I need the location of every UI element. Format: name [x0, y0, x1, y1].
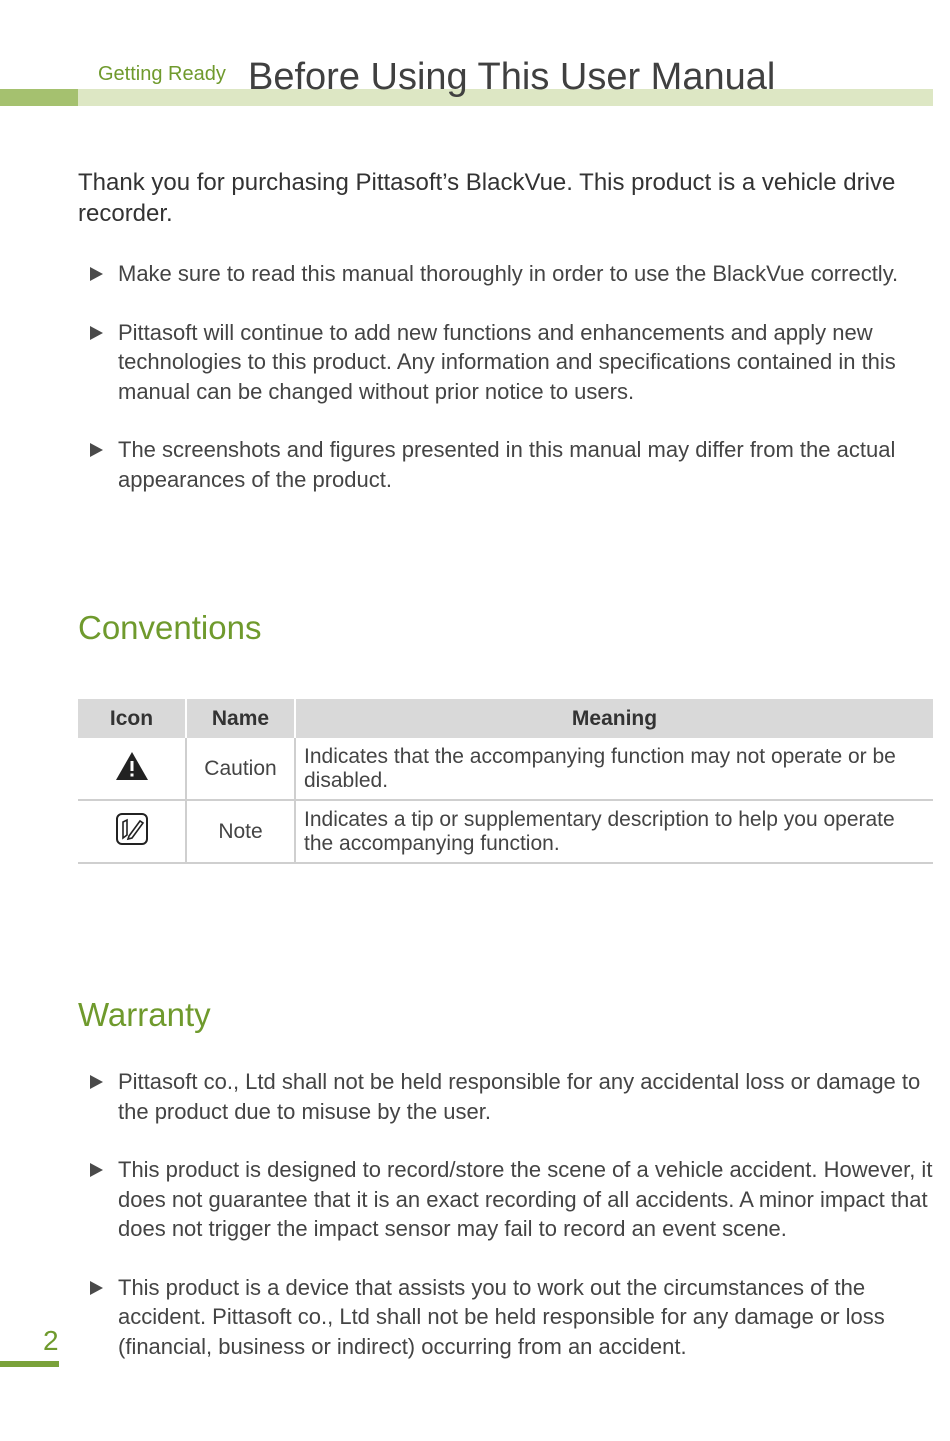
column-header-meaning: Meaning [295, 699, 933, 738]
list-item-text: The screenshots and figures presented in this manual may differ from the actual appearances of the product. [118, 437, 896, 492]
list-item [78, 1273, 938, 1362]
table-row [78, 738, 933, 800]
icon-cell [78, 800, 186, 863]
icon-cell [78, 738, 186, 800]
list-item-text: Pittasoft will continue to add new functions and enhancements and apply new technologies to this product. Any information and specifications contained in this manual can be changed without prior notice to users. [118, 319, 896, 404]
column-header-name: Name [186, 699, 295, 738]
meaning-cell: Indicates a tip or supplementary description to help you operate the accompanying function. [295, 800, 933, 863]
page-number-bar [0, 1361, 59, 1367]
name-cell: Note [186, 800, 295, 863]
list-item-text: This product is a device that assists you to work out the circumstances of the accident. Pittasoft co., Ltd shall not be held responsible for any damage or loss (financial, business or indirect) occurring from an accident. [118, 1274, 885, 1359]
note-icon [115, 812, 149, 846]
conventions-table [78, 699, 933, 864]
bullet-arrow-icon [90, 326, 103, 340]
page-number: 2 [43, 1325, 59, 1356]
intro-paragraph: Thank you for purchasing Pittasoft’s BlackVue. This product is a vehicle drive recorder. [78, 169, 896, 227]
list-item-text: Pittasoft co., Ltd shall not be held responsible for any accidental loss or damage to the product due to misuse by the user. [118, 1069, 921, 1124]
bullet-arrow-icon [90, 1075, 103, 1089]
warranty-heading: Warranty [78, 996, 211, 1033]
list-item [78, 1067, 938, 1126]
table-header-row [78, 699, 933, 738]
caution-icon [115, 751, 149, 781]
name-cell: Caution [186, 738, 295, 800]
meaning-cell: Indicates that the accompanying function may not operate or be disabled. [295, 738, 933, 800]
table-row [78, 800, 933, 863]
bullet-arrow-icon [90, 267, 103, 281]
list-item-text: This product is designed to record/store the scene of a vehicle accident. However, it does not guarantee that it is an exact recording of all accidents. A minor impact that does not trigger the impact sensor may fail to record an event scene. [118, 1157, 933, 1241]
list-item [78, 1155, 938, 1244]
intro-bullet-list [78, 259, 938, 523]
bullet-arrow-icon [90, 1281, 103, 1295]
bullet-arrow-icon [90, 1163, 103, 1177]
conventions-heading: Conventions [78, 609, 262, 646]
list-item [78, 259, 938, 289]
warranty-bullet-list [78, 1067, 938, 1390]
list-item [78, 435, 938, 494]
column-header-icon: Icon [78, 699, 186, 738]
list-item-text: Make sure to read this manual thoroughly in order to use the BlackVue correctly. [118, 261, 899, 286]
header-accent-bar [0, 89, 78, 106]
page-title: Before Using This User Manual [248, 56, 776, 98]
section-label: Getting Ready [98, 63, 226, 85]
bullet-arrow-icon [90, 443, 103, 457]
list-item [78, 318, 938, 407]
